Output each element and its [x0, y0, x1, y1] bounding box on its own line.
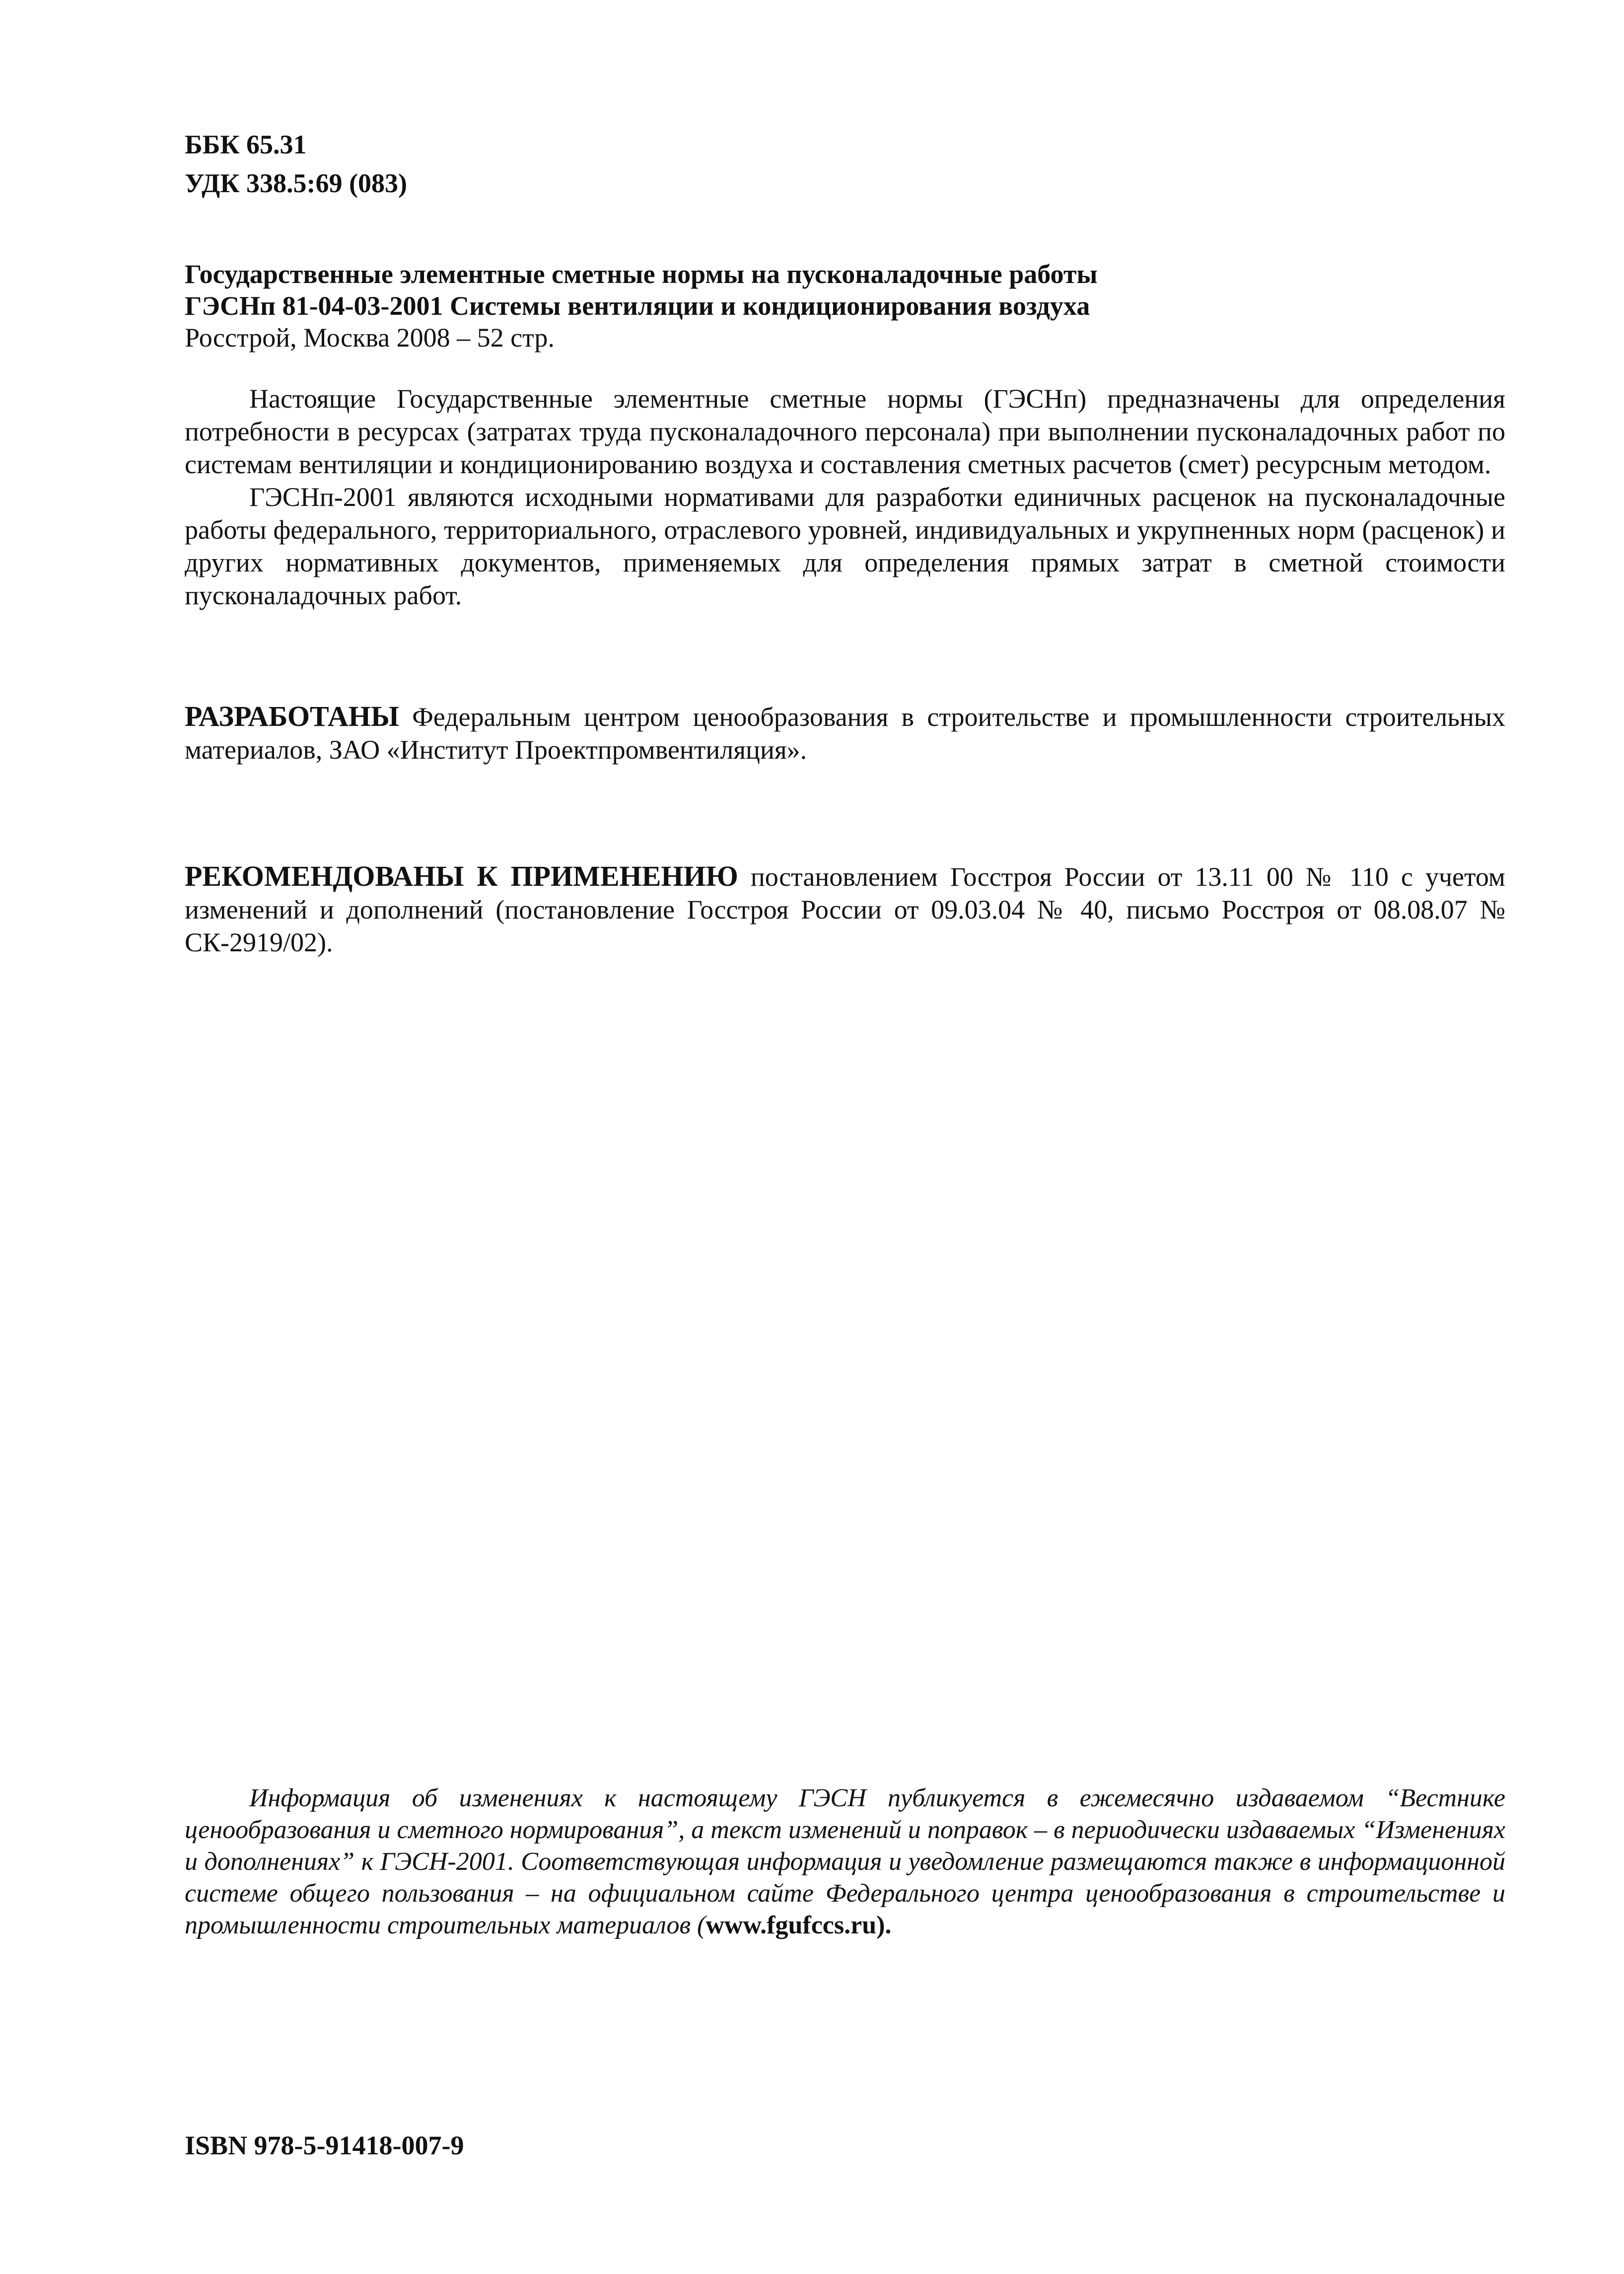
- intro-paragraph-1: Настоящие Государственные элементные сметные нормы (ГЭСНп) предназначены для определения потребности в ресурсах (затратах труда пусконаладочного персонала) при выполнении пусконаладочных работ по системам вентиляции и кондиционированию воздуха и составления сметных расчетов (смет) ресурсным методом.: [185, 384, 1505, 479]
- classification-codes: [185, 125, 1505, 203]
- title-line-1: Государственные элементные сметные нормы на пусконаладочные работы: [185, 259, 1098, 289]
- title-line-2: ГЭСНп 81-04-03-2001 Системы вентиляции и кондиционирования воздуха: [185, 291, 1090, 321]
- recommended-lead: РЕКОМЕНДОВАНЫ К ПРИМЕНЕНИЮ: [185, 860, 738, 892]
- isbn-number: ISBN 978-5-91418-007-9: [185, 2131, 464, 2160]
- intro-section: [185, 382, 1505, 612]
- developed-by-section: [185, 700, 1505, 766]
- changes-notice: [185, 1782, 1505, 1941]
- recommended-section: [185, 860, 1505, 959]
- udk-code: УДК 338.5:69 (083): [185, 168, 407, 198]
- publisher-line: Росстрой, Москва 2008 – 52 стр.: [185, 323, 555, 353]
- bbk-code: ББК 65.31: [185, 130, 307, 159]
- developed-lead: РАЗРАБОТАНЫ: [185, 700, 399, 732]
- developed-text: Федеральным центром ценообразования в строительстве и промышленности строительных материалов, ЗАО «Институт Проектпромвентиляция».: [185, 702, 1505, 765]
- title-block: [185, 258, 1505, 354]
- website-link[interactable]: www.fgufccs.ru).: [706, 1911, 892, 1939]
- recommended-text: постановлением Госстроя России от 13.11 00 № 110 с учетом изменений и дополнений (постановление Госстроя России от 09.03.04 № 40, письмо Росстроя от 08.08.07 № СК-2919/02).: [185, 862, 1505, 957]
- notice-paragraph: [185, 1782, 1505, 1941]
- intro-paragraph-2: ГЭСНп-2001 являются исходными нормативами для разработки единичных расценок на пусконаладочные работы федерального, территориального, отраслевого уровней, индивидуальных и укрупненных норм (расценок) и других нормативных документов, применяемых для определения прямых затрат в сметной стоимости пусконаладочных работ.: [185, 482, 1505, 610]
- notice-text: Информация об изменениях к настоящему ГЭСН публикуется в ежемесячно издаваемом “Вестнике ценообразования и сметного нормирования”, а текст изменений и поправок – в периодически издаваемых “Изменениях и дополнениях” к ГЭСН-2001. Соответствующая информация и уведомление размещаются также в информационной системе общего пользования – на официальном сайте Федерального центра ценообразования в строительстве и промышленности строительных материалов (: [185, 1784, 1505, 1939]
